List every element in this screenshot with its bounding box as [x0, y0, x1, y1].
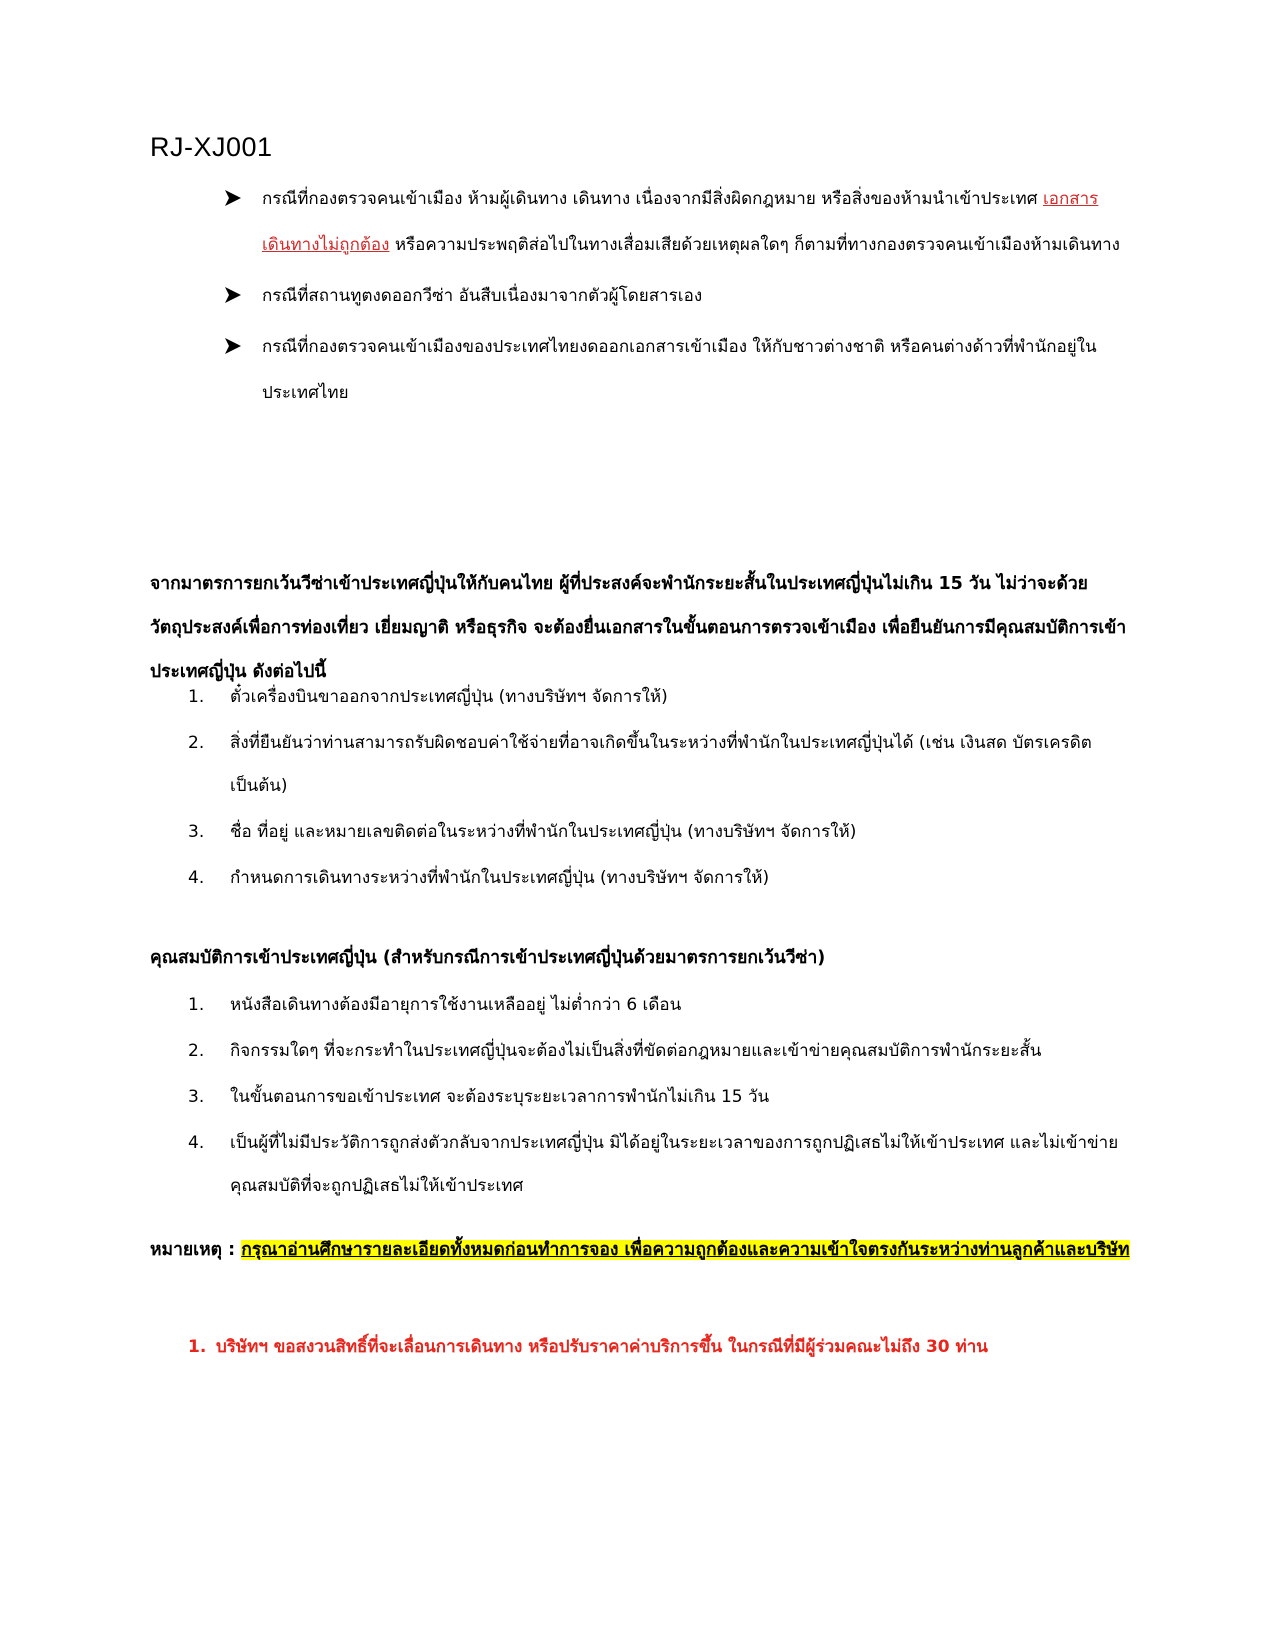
- list-item: [150, 1076, 1130, 1119]
- remark: [150, 1228, 1140, 1273]
- bullet-text: กรณีที่กองตรวจคนเข้าเมืองของประเทศไทยงดออกเอกสารเข้าเมือง ให้กับชาวต่างชาติ หรือคนต่างด้าวที่พำนักอยู่ในประเทศไทย: [262, 337, 1097, 403]
- list-item: [150, 1122, 1130, 1208]
- bullet-text: กรณีที่สถานทูตงดออกวีซ่า อันสืบเนื่องมาจากตัวผู้โดยสารเอง: [262, 286, 703, 306]
- bullet-text-cont: หรือความประพฤติส่อไปในทางเสื่อมเสียด้วยเหตุผลใดๆ ก็ตามที่ทางกองตรวจคนเข้าเมืองห้ามเดินทาง: [389, 235, 1120, 255]
- item-text: กำหนดการเดินทางระหว่างที่พำนักในประเทศญี่ปุ่น (ทางบริษัทฯ จัดการให้): [230, 868, 770, 888]
- item-text: เป็นผู้ที่ไม่มีประวัติการถูกส่งตัวกลับจากประเทศญี่ปุ่น มิได้อยู่ในระยะเวลาของการถูกปฏิเสธไม่ให้เข้าประเทศ และไม่เข้าข่ายคุณสมบัติที่จะถูกปฏิเสธไม่ให้เข้าประเทศ: [230, 1133, 1119, 1196]
- arrow-bullet-icon: [224, 189, 242, 207]
- list-item: [150, 722, 1130, 808]
- item-number: 1.: [188, 687, 205, 707]
- item-text: กิจกรรมใดๆ ที่จะกระทำในประเทศญี่ปุ่นจะต้องไม่เป็นสิ่งที่ขัดต่อกฎหมายและเข้าข่ายคุณสมบัติการพำนักระยะสั้น: [230, 1041, 1042, 1061]
- item-number: 3.: [188, 822, 205, 842]
- item-text: ตั๋วเครื่องบินขาออกจากประเทศญี่ปุ่น (ทางบริษัทฯ จัดการให้): [230, 687, 668, 707]
- invalid-documents-link[interactable]: เอกสารเดินทางไม่ถูกต้อง: [262, 189, 1099, 255]
- item-number: 1.: [188, 1337, 207, 1357]
- conditions-list: [150, 1325, 1140, 1370]
- list-item: [150, 676, 1130, 719]
- item-number: 2.: [188, 1041, 205, 1061]
- arrow-bullet-icon: [224, 286, 242, 304]
- bullet-text: กรณีที่กองตรวจคนเข้าเมือง ห้ามผู้เดินทาง เดินทาง เนื่องจากมีสิ่งผิดกฎหมาย หรือสิ่งของห้ามนำเข้าประเทศ: [262, 189, 1043, 209]
- visa-exemption-intro: จากมาตรการยกเว้นวีซ่าเข้าประเทศญี่ปุ่นให้กับคนไทย ผู้ที่ประสงค์จะพำนักระยะสั้นในประเทศญี่ปุ่นไม่เกิน 15 วัน ไม่ว่าจะด้วยวัตถุประสงค์เพื่อการท่องเที่ยว เยี่ยมญาติ หรือธุรกิจ จะต้องยื่นเอกสารในขั้นตอนการตรวจเข้าเมือง เพื่อยืนยันการมีคุณสมบัติการเข้าประเทศญี่ปุ่น ดังต่อไปนี้: [150, 574, 1127, 682]
- qualifications-heading: คุณสมบัติการเข้าประเทศญี่ปุ่น (สำหรับกรณีการเข้าประเทศญี่ปุ่นด้วยมาตรการยกเว้นวีซ่า): [150, 948, 826, 968]
- item-text: บริษัทฯ ขอสงวนสิทธิ์ที่จะเลื่อนการเดินทาง หรือปรับราคาค่าบริการขึ้น ในกรณีที่มีผู้ร่วมคณะไม่ถึง 30 ท่าน: [216, 1337, 988, 1357]
- bullet-list: [224, 176, 1124, 421]
- remark-label: หมายเหตุ :: [150, 1240, 242, 1260]
- item-number: 2.: [188, 733, 205, 753]
- item-text: หนังสือเดินทางต้องมีอายุการใช้งานเหลืออยู่ ไม่ต่ำกว่า 6 เดือน: [230, 995, 682, 1015]
- list-item: [150, 811, 1130, 854]
- item-number: 3.: [188, 1087, 205, 1107]
- qualifications-list: [150, 984, 1130, 1211]
- item-number: 1.: [188, 995, 205, 1015]
- bullet-item: [224, 176, 1124, 268]
- item-text: สิ่งที่ยืนยันว่าท่านสามารถรับผิดชอบค่าใช้จ่ายที่อาจเกิดขึ้นในระหว่างที่พำนักในประเทศญี่ปุ่นได้ (เช่น เงินสด บัตรเครดิต เป็นต้น): [230, 733, 1092, 796]
- list-item: [150, 1030, 1130, 1073]
- item-text: ชื่อ ที่อยู่ และหมายเลขติดต่อในระหว่างที่พำนักในประเทศญี่ปุ่น (ทางบริษัทฯ จัดการให้): [230, 822, 857, 842]
- item-text: ในขั้นตอนการขอเข้าประเทศ จะต้องระบุระยะเวลาการพำนักไม่เกิน 15 วัน: [230, 1087, 770, 1107]
- list-item: [150, 857, 1130, 900]
- item-number: 4.: [188, 1133, 205, 1153]
- arrow-bullet-icon: [224, 337, 242, 355]
- requirements-list: [150, 676, 1130, 903]
- list-item: [150, 1325, 1140, 1370]
- list-item: [150, 984, 1130, 1027]
- bullet-item: [224, 324, 1124, 416]
- item-number: 4.: [188, 868, 205, 888]
- bullet-item: [224, 273, 1124, 319]
- remark-highlight: กรุณาอ่านศึกษารายละเอียดทั้งหมดก่อนทำการจอง เพื่อความถูกต้องและความเข้าใจตรงกันระหว่างท่านลูกค้าและบริษัท: [241, 1240, 1130, 1260]
- tour-code: RJ-XJ001: [150, 132, 273, 162]
